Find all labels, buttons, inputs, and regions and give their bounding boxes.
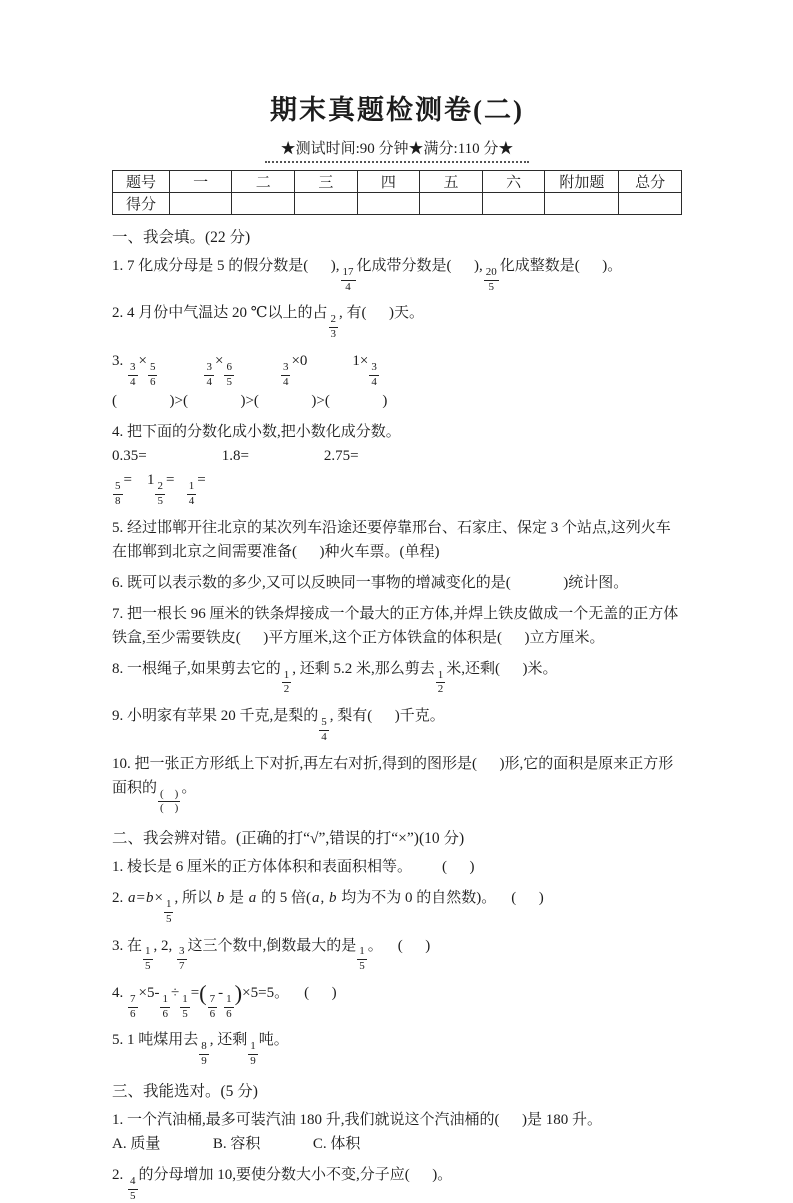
question-line: 4. 把下面的分数化成小数,把小数化成分数。 [112,424,401,441]
question-line: 2. $\frac{4}{5}$ 的分母增加 10,要使分数大小不变,分子应( )。 [112,1166,453,1202]
question [112,657,682,697]
question [112,571,682,595]
fraction: $\frac{( )}{( )}$ [160,787,179,815]
fraction: $\frac{8}{9}$ [201,1040,207,1068]
question-line: 6. 既可以表示数的多少,又可以反映同一事物的增减变化的是( )统计图。 [112,574,629,591]
fraction: $\frac{1}{5}$ [182,992,188,1020]
fraction: $\frac{5}{8}$ [115,480,121,507]
fraction: $\frac{1}{9}$ [250,1040,256,1068]
question-line: 4. $\frac{7}{6}$ ×5- $\frac{1}{6}$ ÷ $\frac{1}{5}$ =( $\frac{7}{6}$ - $\frac{1}{6}$ )×5=5。 ( ) [112,980,337,1020]
fraction: $\frac{1}{2}$ [283,668,290,696]
fraction: $\frac{1}{4}$ [188,480,195,507]
score-empty-cell [482,193,545,215]
fraction: $\frac{3}{4}$ [206,360,212,388]
question [112,981,682,1021]
question-line: 1. 7 化成分母是 5 的假分数是( ), $\frac{17}{4}$ 化成带分数是( ), $\frac{20}{5}$ 化成整数是( )。 [112,258,623,293]
question-line: 10. 把一张正方形纸上下对折,再左右对折,得到的图形是( )形,它的面积是原来正方形 [112,755,674,772]
question [112,886,682,926]
question [112,855,682,879]
question [112,349,682,413]
question-line: 8. 一根绳子,如果剪去它的 $\frac{1}{2}$ , 还剩 5.2 米,那么剪去 $\frac{1}{2}$ 米,还剩( )米。 [112,660,558,696]
question-line: 1. 棱长是 6 厘米的正方体体积和表面积相等。 ( ) [112,859,475,876]
question [112,1028,682,1068]
question [112,752,682,816]
score-table-header-cell: 四 [357,171,420,193]
question [112,420,682,508]
math-variable: a [128,890,136,907]
question-line: 5. 1 吨煤用去 $\frac{8}{9}$ , 还剩 $\frac{1}{9}$ 吨。 [112,1032,289,1068]
fraction: $\frac{4}{5}$ [130,1174,136,1202]
score-table-header-cell: 三 [295,171,358,193]
fraction: $\frac{3}{4}$ [371,360,377,388]
score-table-score-row [113,193,682,215]
score-empty-cell [619,193,682,215]
fraction: $\frac{7}{6}$ [209,992,216,1020]
fraction: $\frac{1}{5}$ [165,898,172,925]
fraction: $\frac{1}{5}$ [145,945,151,973]
score-empty-cell [232,193,295,215]
section-heading: 一、我会填。(22 分) [112,229,251,246]
score-row-label: 得分 [113,193,170,215]
math-variable: a [311,890,320,907]
math-variable: b [216,890,225,907]
fraction: $\frac{7}{6}$ [130,992,136,1020]
question [112,301,682,341]
math-variable: b [145,890,154,907]
score-empty-cell [169,193,232,215]
fraction: $\frac{3}{4}$ [130,360,136,388]
fraction: $\frac{2}{5}$ [157,480,163,507]
question-line: 2. 4 月份中气温达 20 ℃以上的占 $\frac{2}{3}$ , 有( )天。 [112,305,425,341]
fraction: $\frac{17}{4}$ [342,265,354,293]
fraction: $\frac{1}{2}$ [437,668,444,696]
question-line: $\frac{5}{8}$ = 1 $\frac{2}{5}$ = $\frac{1}{4}$ = [115,472,206,507]
question-line: 1. 一个汽油桶,最多可装汽油 180 升,我们就说这个汽油桶的( )是 180 升。 [112,1111,602,1128]
fraction: $\frac{20}{5}$ [485,265,497,293]
question-line: ( )>( )>( )>( ) [112,393,388,410]
question-line: 2. a=b× $\frac{1}{5}$ , 所以 b 是 a 的 5 倍(a, b 均为不为 0 的自然数)。 ( ) [112,890,544,925]
fraction: $\frac{6}{5}$ [226,360,232,388]
question [112,602,682,650]
question-line: 5. 经过邯郸开往北京的某次列车沿途还要停靠邢台、石家庄、保定 3 个站点,这列火车在邯郸到北京之间需要准备( )种火车票。(单程) [112,519,671,560]
score-table-header-cell: 附加题 [545,171,619,193]
fraction: $\frac{5}{6}$ [149,360,156,388]
question-line: 3. $\frac{3}{4}$ × $\frac{5}{6}$ $\frac{3}{4}$ × $\frac{6}{5}$ $\frac{3}{4}$ ×0 1× $\frac{3}{4}$ [112,352,377,388]
page-title: 期末真题检测卷(二) [270,95,524,125]
question-line: 0.35= 1.8= 2.75= [112,448,359,465]
fraction: $\frac{3}{4}$ [282,360,289,388]
score-table-header-cell: 总分 [619,171,682,193]
question [112,1163,682,1203]
fraction: $\frac{3}{7}$ [179,945,185,973]
big-paren: ) [234,980,243,1006]
score-empty-cell [295,193,358,215]
section-heading: 三、我能选对。(5 分) [112,1082,258,1100]
score-empty-cell [420,193,483,215]
math-variable: b [328,890,337,907]
exam-body [112,225,682,1203]
score-table [112,170,682,215]
score-table-header-cell: 一 [169,171,232,193]
fraction: $\frac{2}{3}$ [330,313,337,341]
question [112,934,682,974]
exam-info: ★测试时间:90 分钟★满分:110 分★ [265,137,530,163]
exam-info-row [112,137,682,163]
section-heading: 二、我会辨对错。(正确的打“√”,错误的打“×”)(10 分) [112,830,465,848]
question-line: 9. 小明家有苹果 20 千克,是梨的 $\frac{5}{4}$ , 梨有( )千克。 [112,708,445,743]
fraction: $\frac{5}{4}$ [321,716,327,743]
question [112,516,682,564]
score-table-header-cell: 六 [482,171,545,193]
fraction: $\frac{1}{6}$ [226,992,232,1020]
score-empty-cell [545,193,619,215]
score-table-header-cell: 二 [232,171,295,193]
math-variable: a [248,890,257,907]
score-table-corner-label: 题号 [113,171,170,193]
fraction: $\frac{1}{5}$ [359,945,365,973]
score-table-header-row [113,171,682,193]
question [112,254,682,294]
fraction: $\frac{1}{6}$ [162,992,168,1020]
question [112,1108,682,1156]
score-table-header-cell: 五 [420,171,483,193]
question-line: 面积的 $\frac{( )}{( )}$ 。 [112,779,197,815]
score-empty-cell [357,193,420,215]
question-line: A. 质量 B. 容积 C. 体积 [112,1135,361,1152]
question-line: 7. 把一根长 96 厘米的铁条焊接成一个最大的正方体,并焊上铁皮做成一个无盖的正方体铁盒,至少需要铁皮( )平方厘米,这个正方体铁盒的体积是( )立方厘米。 [112,605,679,646]
question [112,704,682,744]
question-line: 3. 在 $\frac{1}{5}$ , 2, $\frac{3}{7}$ 这三个数中,倒数最大的是 $\frac{1}{5}$ 。 ( ) [112,937,431,973]
big-paren: ( [199,980,207,1006]
